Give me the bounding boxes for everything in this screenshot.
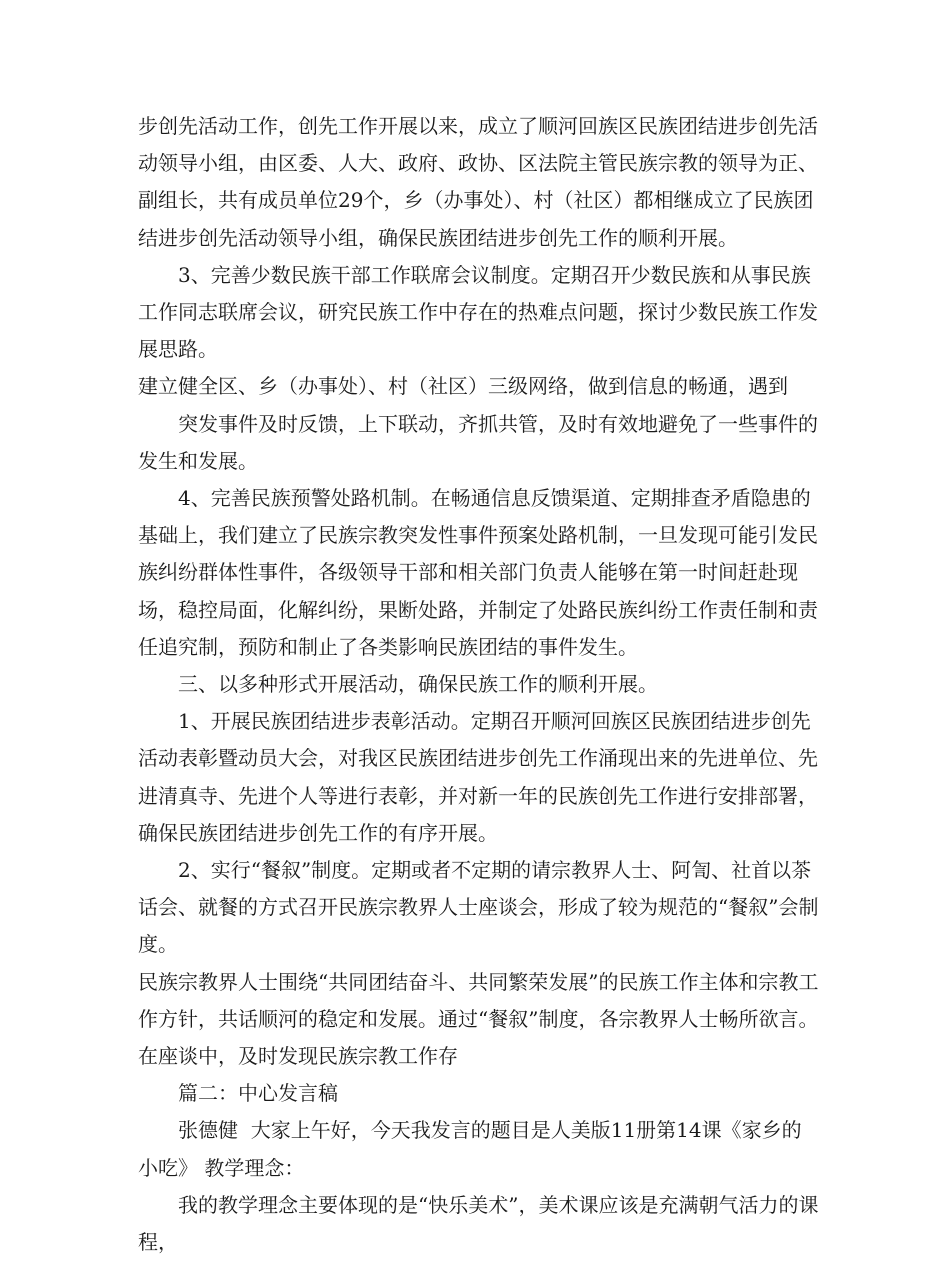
- paragraph: 张德健 大家上午好，今天我发言的题目是人美版11册第14课《家乡的小吃》 教学理念：: [138, 1118, 802, 1180]
- paragraph: 2、实行“餐叙”制度。定期或者不定期的请宗教界人士、阿訇、社首以茶话会、就餐的方式召开民族宗教界人士座谈会，形成了较为规范的“餐叙”会制度。: [138, 858, 819, 957]
- paragraph: 步创先活动工作，创先工作开展以来，成立了顺河回族区民族团结进步创先活动领导小组，由区委、人大、政府、政协、区法院主管民族宗教的领导为正、副组长，共有成员单位29个，乡（办事处）、村（社区）都相继成立了民族团结进步创先活动领导小组，确保民族团结进步创先工作的顺利开展。: [138, 114, 818, 250]
- paragraph: 1、开展民族团结进步表彰活动。定期召开顺河回族区民族团结进步创先活动表彰暨动员大会，对我区民族团结进步创先工作涌现出来的先进单位、先进清真寺、先进个人等进行表彰，并对新一年的民族创先工作进行安排部署，确保民族团结进步创先工作的有序开展。: [138, 709, 818, 845]
- paragraph: 建立健全区、乡（办事处）、村（社区）三级网络，做到信息的畅通，遇到: [138, 374, 788, 399]
- section-heading: 三、以多种形式开展活动，确保民族工作的顺利开展。: [178, 672, 658, 697]
- paragraph: 我的教学理念主要体现的是“快乐美术”，美术课应该是充满朝气活力的课程，: [138, 1192, 819, 1255]
- paragraph: 突发事件及时反馈，上下联动，齐抓共管，及时有效地避免了一些事件的发生和发展。: [138, 411, 818, 473]
- section-heading: 篇二：中心发言稿: [178, 1081, 338, 1106]
- paragraph: 4、完善民族预警处路机制。在畅通信息反馈渠道、定期排查矛盾隐患的基础上，我们建立了民族宗教突发性事件预案处路机制，一旦发现可能引发民族纠纷群体性事件，各级领导干部和相关部门负责人能够在第一时间赶赴现场，稳控局面，化解纠纷，果断处路，并制定了处路民族纠纷工作责任制和责任追究制，预防和制止了各类影响民族团结的事件发生。: [138, 486, 818, 659]
- paragraph: 民族宗教界人士围绕“共同团结奋斗、共同繁荣发展”的民族工作主体和宗教工作方针，共话顺河的稳定和发展。通过“餐叙”制度，各宗教界人士畅所欲言。在座谈中，及时发现民族宗教工作存: [138, 969, 819, 1069]
- paragraph: 3、完善少数民族干部工作联席会议制度。定期召开少数民族和从事民族工作同志联席会议，研究民族工作中存在的热难点问题，探讨少数民族工作发展思路。: [138, 262, 818, 362]
